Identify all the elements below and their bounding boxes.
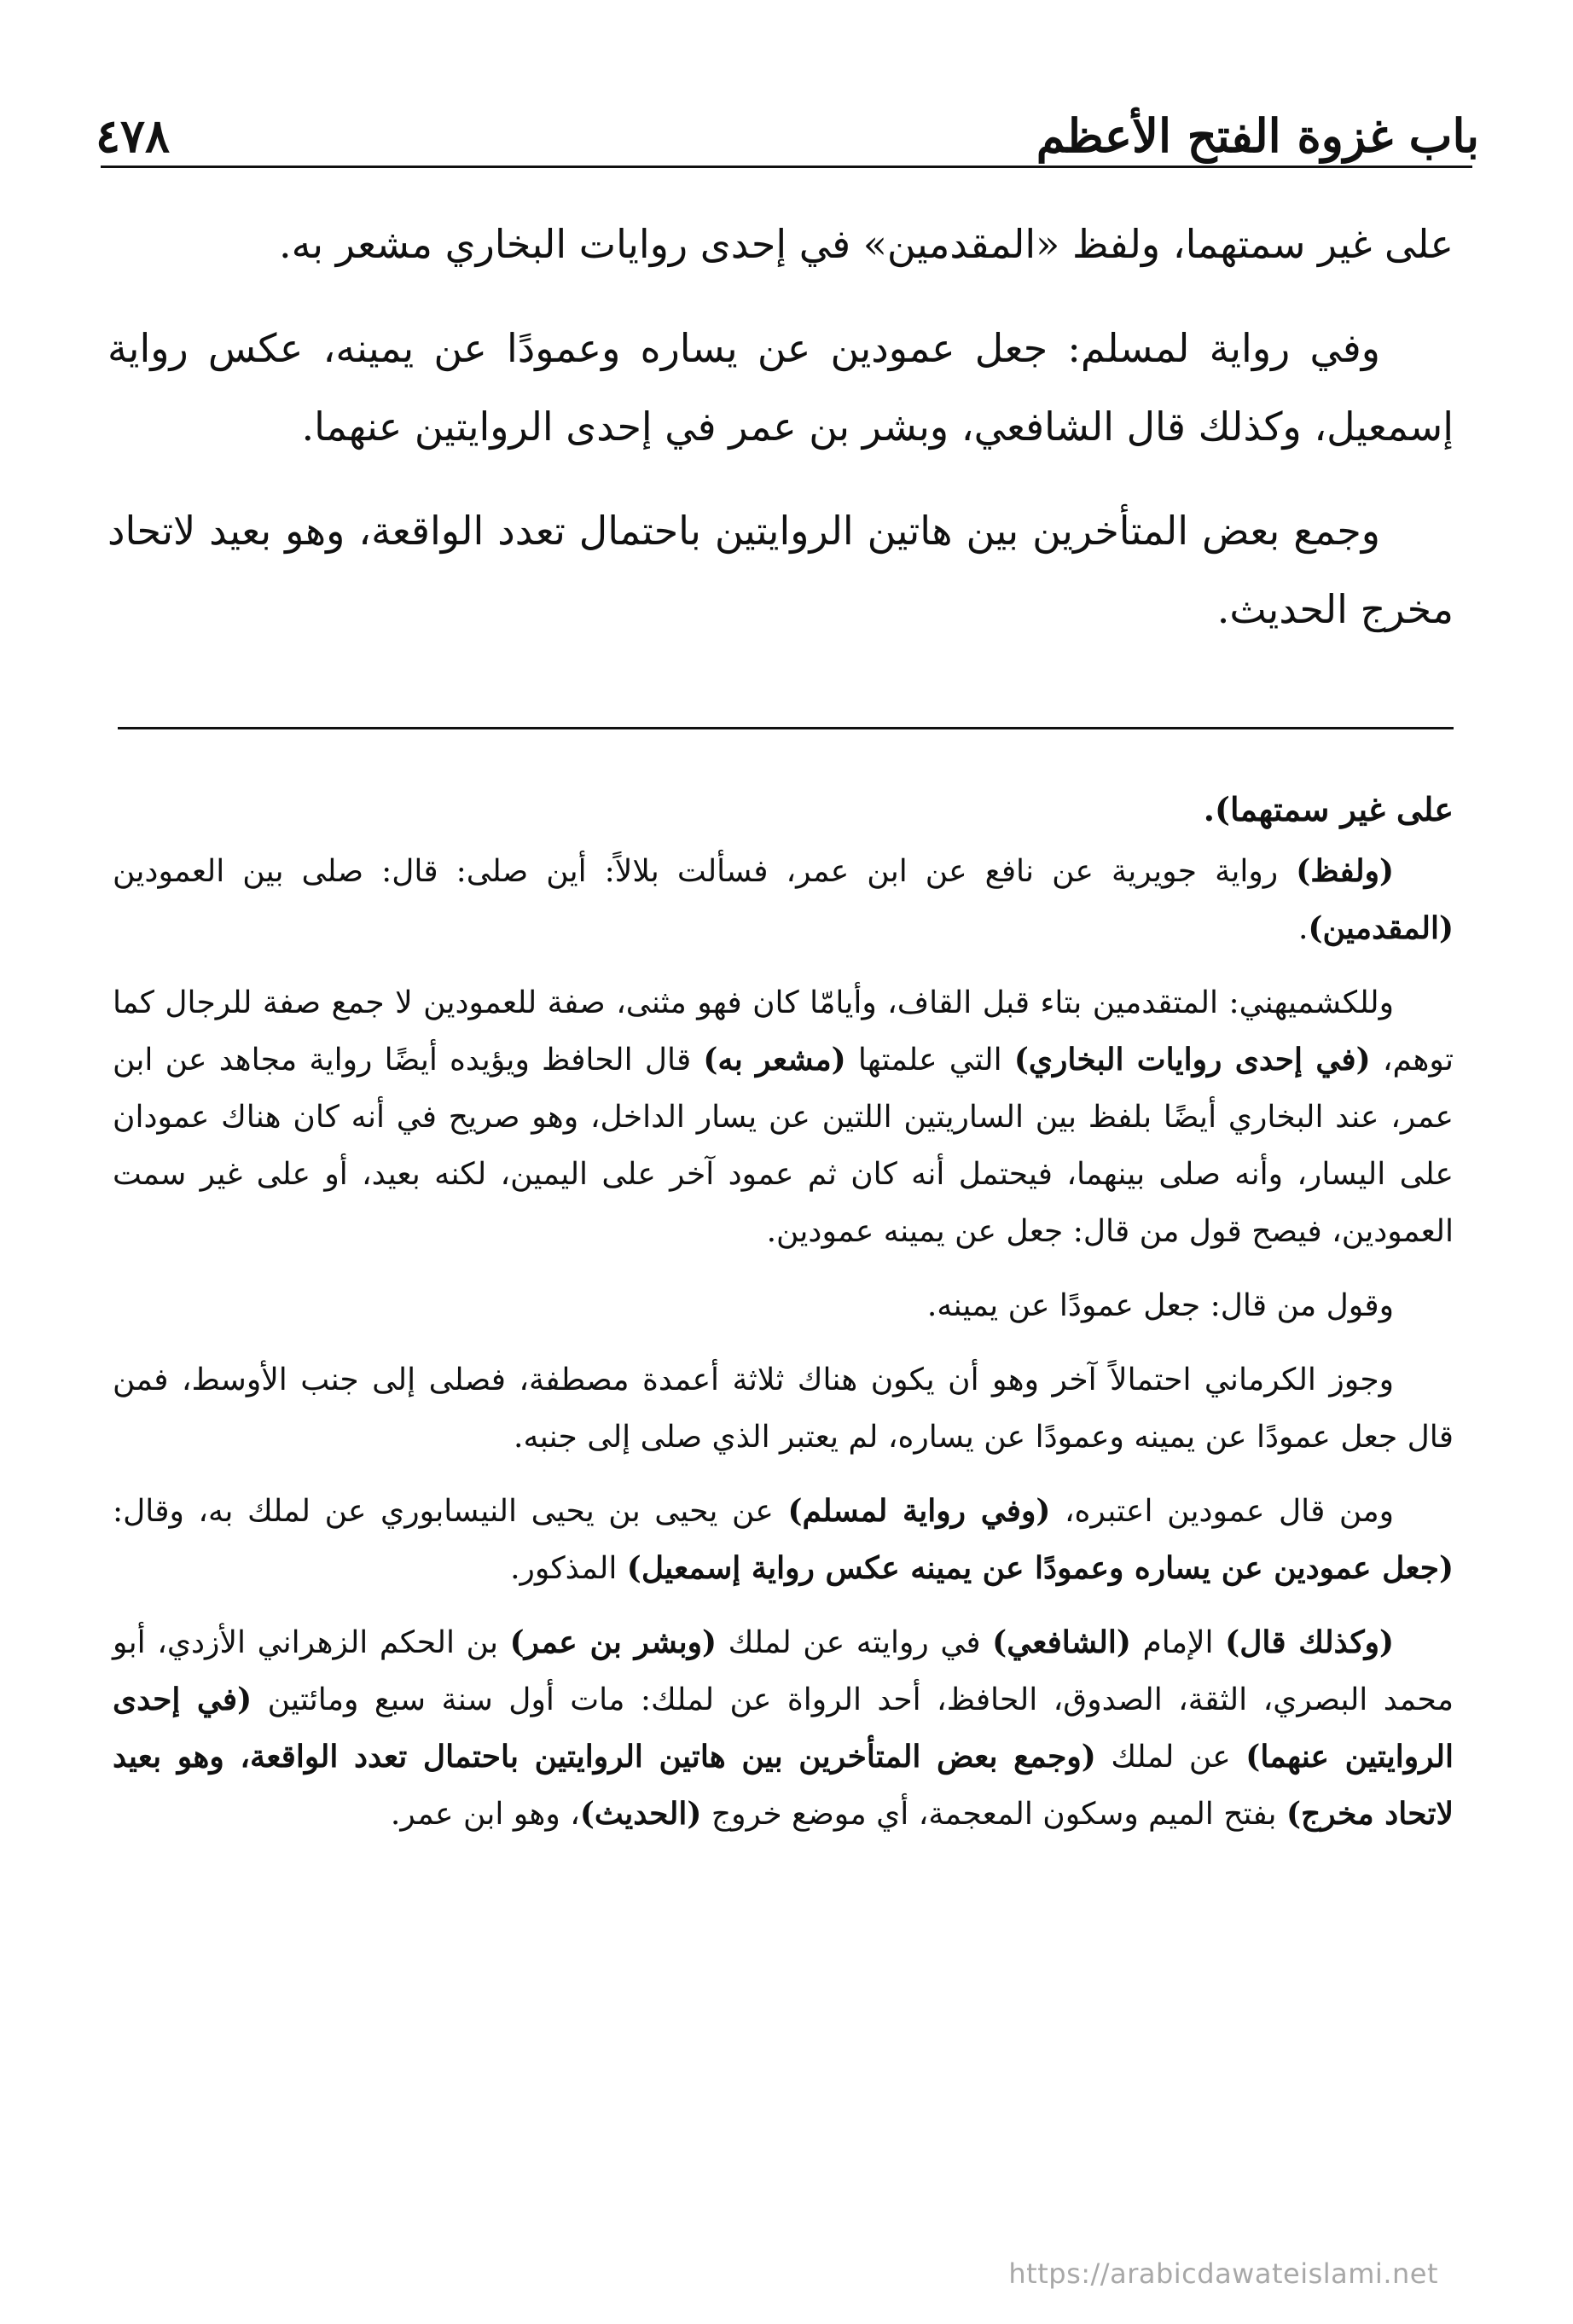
- commentary-block: [113, 781, 1454, 1860]
- commentary-paragraph-6: [113, 1614, 1454, 1843]
- quoted-phrase: (المقدمين): [1308, 910, 1454, 946]
- commentary-paragraph-1: [113, 843, 1454, 957]
- quoted-phrase: (في إحدى الروايتين عنهما): [113, 1682, 1454, 1775]
- page-header: [96, 82, 1479, 163]
- quoted-phrase: (في إحدى روايات البخاري): [1013, 1042, 1371, 1078]
- commentary-text: المذكور.: [510, 1551, 627, 1586]
- quoted-phrase: (الحديث): [579, 1796, 702, 1832]
- quoted-phrase: (وجمع بعض المتأخرين بين هاتين الروايتين باحتمال تعدد الواقعة، وهو بعيد لاتحاد مخرج): [113, 1739, 1454, 1832]
- quoted-phrase: (وكذلك قال): [1225, 1624, 1394, 1660]
- commentary-text: بفتح الميم وسكون المعجمة، أي موضع خروج: [701, 1797, 1287, 1832]
- watermark-url: https://arabicdawateislami.net: [1008, 2257, 1438, 2290]
- quoted-phrase: (وفي رواية لمسلم): [787, 1493, 1051, 1529]
- commentary-text: بن الحكم الزهراني الأزدي، أبو محمد البصري، الثقة، الصدوق، الحافظ، أحد الرواة عن لملك: مات أول سنة سبع ومائتين: [113, 1625, 1454, 1717]
- commentary-text: .: [1298, 911, 1309, 946]
- quoted-phrase: (مشعر به): [703, 1042, 846, 1078]
- commentary-heading: على غير سمتهما).: [1203, 790, 1454, 828]
- main-paragraph-2: وفي رواية لمسلم: جعل عمودين عن يساره وعمودًا عن يمينه، عكس رواية إسمعيل، وكذلك قال الشافعي، وبشر بن عمر في إحدى الروايتين عنهما.: [107, 325, 1454, 450]
- commentary-text: قال الحافظ ويؤيده أيضًا رواية مجاهد عن ابن عمر، عند البخاري أيضًا بلفظ بين الساريتين اللتين عن يسار الداخل، وهو صريح في أنه كان هناك عمودان على اليسار، وأنه صلى بينهما، فيحتمل أنه كان ثم عمود آخر على اليمين، لكنه بعيد، أو على غير سمت العمودين، فيصح قول من قال: جعل عن يمينه عمودين.: [113, 1043, 1454, 1249]
- quoted-phrase: (جعل عمودين عن يساره وعمودًا عن يمينه عكس رواية إسمعيل): [626, 1550, 1454, 1586]
- commentary-text: في روايته عن لملك: [717, 1625, 993, 1660]
- commentary-text: عن لملك: [1095, 1740, 1246, 1775]
- main-paragraph-1: على غير سمتهما، ولفظ «المقدمين» في إحدى روايات البخاري مشعر به.: [279, 221, 1454, 267]
- commentary-divider: [118, 727, 1454, 729]
- commentary-text: الإمام: [1130, 1625, 1226, 1660]
- commentary-paragraph-2: [113, 974, 1454, 1260]
- commentary-text: التي علمتها: [845, 1043, 1014, 1078]
- main-paragraph-3: وجمع بعض المتأخرين بين هاتين الروايتين باحتمال تعدد الواقعة، وهو بعيد لاتحاد مخرج الحديث.: [107, 508, 1454, 632]
- commentary-paragraph-5: [113, 1483, 1454, 1597]
- commentary-text: رواية جويرية عن نافع عن ابن عمر، فسألت بلالاً: أين صلى: قال: صلى بين العمودين: [113, 854, 1297, 889]
- commentary-text: عن يحيى بن يحيى النيسابوري عن لملك به، وقال:: [113, 1494, 788, 1529]
- commentary-paragraph-4: وجوز الكرماني احتمالاً آخر وهو أن يكون هناك ثلاثة أعمدة مصطفة، فصلى إلى جنب الأوسط، فمن قال جعل عمودًا عن يمينه وعمودًا عن يساره، لم يعتبر الذي صلى إلى جنبه.: [113, 1362, 1454, 1455]
- quoted-phrase: (وبشر بن عمر): [509, 1624, 717, 1660]
- quoted-phrase: (الشافعي): [992, 1624, 1131, 1660]
- commentary-text: وللكشميهني: المتقدمين بتاء قبل القاف، وأيامّا كان فهو مثنى، صفة للعمودين لا جمع صفة للرجال كما توهم،: [113, 985, 1454, 1078]
- commentary-text: ، وهو ابن عمر.: [390, 1797, 580, 1832]
- commentary-text: ومن قال عمودين اعتبره،: [1050, 1494, 1394, 1529]
- commentary-paragraph-3: وقول من قال: جعل عمودًا عن يمينه.: [926, 1288, 1394, 1323]
- main-text-block: [107, 205, 1454, 674]
- chapter-title: باب غزوة الفتح الأعظم: [1036, 108, 1479, 163]
- page-number: ٤٧٨: [96, 108, 171, 163]
- quoted-phrase: (ولفظ): [1296, 853, 1394, 889]
- header-divider: [101, 166, 1472, 168]
